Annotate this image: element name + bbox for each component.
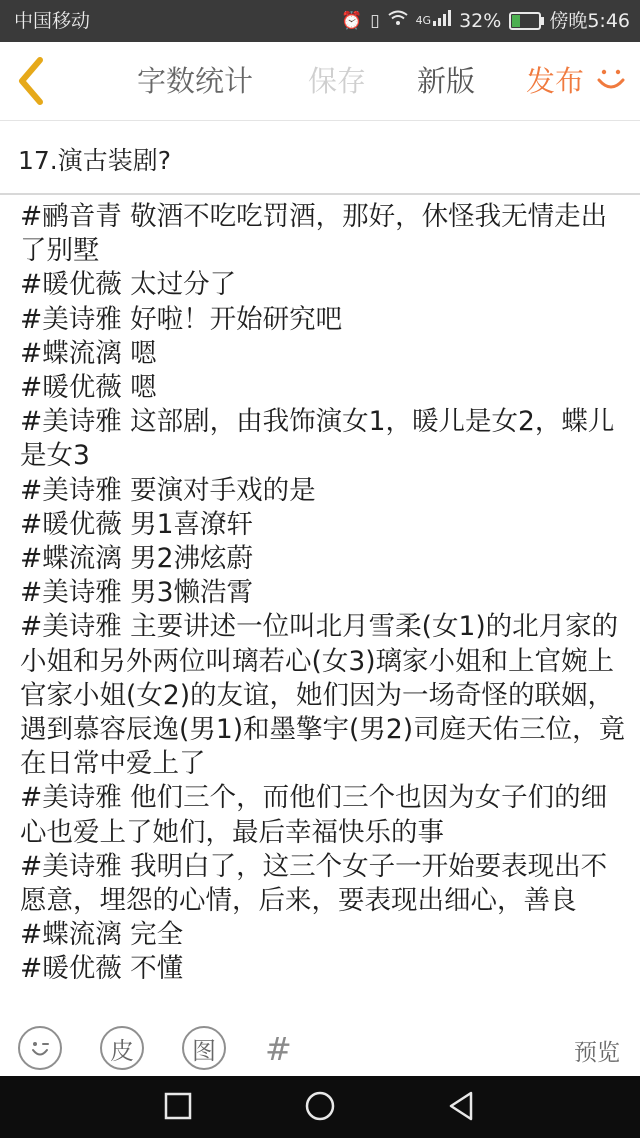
content-line: #美诗雅 要演对手戏的是	[20, 474, 316, 506]
smile-icon[interactable]	[594, 64, 628, 94]
preview-button[interactable]: 预览	[574, 1040, 620, 1066]
content-line: #暖优薇 不懂	[20, 953, 184, 985]
circle-home-icon[interactable]	[303, 1090, 337, 1124]
save-button[interactable]: 保存	[308, 64, 367, 98]
content-line: #暖优薇 太过分了	[20, 269, 237, 301]
emoji-icon	[26, 1034, 54, 1062]
battery-percent: 32%	[459, 10, 502, 32]
alarm-icon: ⏰	[341, 11, 363, 31]
network-type: 4G	[415, 14, 432, 27]
status-icons	[341, 0, 630, 42]
battery-icon	[509, 12, 541, 30]
new-version-button[interactable]: 新版	[417, 64, 476, 98]
content-line: #美诗雅 这部剧，由我饰演女1，暖儿是女2，蝶儿是女3	[20, 406, 615, 472]
triangle-back-icon[interactable]	[446, 1090, 478, 1124]
back-button[interactable]	[12, 54, 62, 108]
content-line: #暖优薇 嗯	[20, 372, 157, 404]
editor-bottom-bar	[0, 1022, 640, 1076]
content-line: #蝶流漓 男2沸炫蔚	[20, 543, 253, 575]
post-title-field[interactable]	[0, 121, 640, 195]
content-line: #暖优薇 男1喜潦轩	[20, 508, 253, 540]
word-count-button[interactable]: 字数统计	[137, 64, 254, 98]
square-recent-icon[interactable]	[163, 1090, 193, 1122]
post-body-editor[interactable]	[20, 200, 628, 1022]
hashtag-button[interactable]: #	[265, 1030, 292, 1068]
publish-button[interactable]: 发布	[526, 64, 585, 98]
system-nav-bar	[0, 1076, 640, 1138]
content-line: #美诗雅 男3懒浩霄	[20, 577, 253, 609]
content-line: #美诗雅 他们三个，而他们三个也因为女子们的细心也爱上了她们，最后幸福快乐的事	[20, 782, 608, 848]
carrier-label: 中国移动	[14, 10, 91, 32]
content-line: #美诗雅 主要讲述一位叫北月雪柔(女1)的北月家的小姐和另外两位叫璃若心(女3)璃家小姐和上官婉上官家小姐(女2)的友谊，她们因为一场奇怪的联姻，遇到慕容辰逸(男1)和墨擎宇(男2)司庭天佑三位，竟在日常中爱上了	[20, 611, 626, 780]
signal-icon	[433, 0, 451, 42]
vibrate-icon: ▯	[370, 11, 380, 31]
content-line: #蝶流漓 完全	[20, 919, 184, 951]
post-title: 17.演古装剧?	[18, 146, 172, 175]
battery-fill	[512, 15, 520, 27]
skin-button[interactable]: 皮	[100, 1026, 144, 1070]
image-button[interactable]: 图	[182, 1026, 226, 1070]
content-line: #美诗雅 我明白了，这三个女子一开始要表现出不愿意，埋怨的心情，后来，要表现出细心，善良	[20, 850, 608, 917]
clock: 傍晚5:46	[549, 10, 630, 32]
editor-toolbar	[0, 42, 640, 121]
content-line: #蝶流漓 嗯	[20, 337, 157, 369]
status-bar	[0, 0, 640, 42]
content-line: #美诗雅 好啦！开始研究吧	[20, 303, 343, 335]
emoji-button[interactable]	[18, 1026, 62, 1070]
content-line: #鹂音青 敬酒不吃吃罚酒，那好，休怪我无情走出了别墅	[20, 201, 608, 267]
wifi-icon	[388, 0, 408, 42]
chevron-left-icon	[12, 54, 52, 108]
